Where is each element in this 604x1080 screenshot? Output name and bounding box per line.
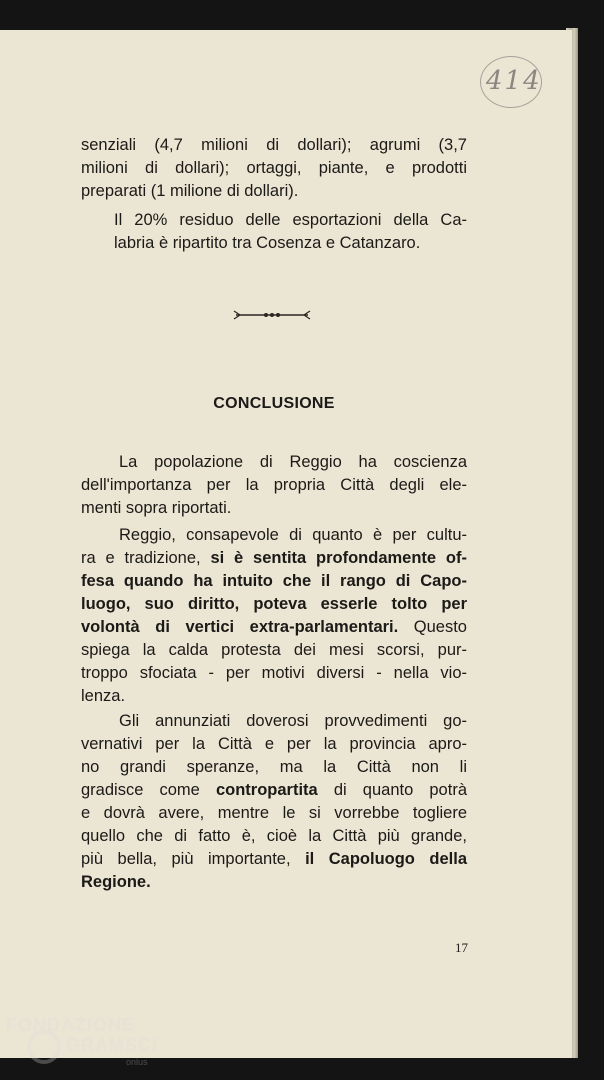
text-line: milioni di dollari); ortaggi, piante, e prodotti: [81, 159, 467, 177]
text-line: senziali (4,7 milioni di dollari); agrumi (3,7: [81, 136, 467, 154]
paragraph-2: [81, 524, 467, 708]
paragraph-3: [81, 710, 467, 894]
bold-run: il Capoluogo della: [305, 850, 467, 868]
text-line: dell'importanza per la propria Città degli ele-: [81, 476, 467, 494]
page-number: 17: [455, 940, 468, 955]
text-line: e dovrà avere, mentre le si vorrebbe togliere: [81, 804, 467, 822]
document-page: [0, 30, 572, 1058]
text-line: labria è ripartito tra Cosenza e Catanzaro.: [114, 234, 421, 252]
section-heading: CONCLUSIONE: [213, 395, 335, 412]
text-line: Il 20% residuo delle esportazioni della Ca-: [114, 211, 467, 229]
handwritten-number-text: 414: [486, 66, 542, 96]
watermark-line-2: GRAMSCI: [66, 1035, 158, 1055]
bold-run: volontà di vertici extra-parlamentari.: [81, 618, 399, 636]
text-line: menti sopra riportati.: [81, 499, 232, 517]
text-line: quello che di fatto è, cioè la Città più grande,: [81, 827, 467, 845]
watermark-line-3: onlus: [126, 1057, 148, 1067]
text-line: Gli annunziati doverosi provvedimenti go-: [119, 712, 467, 730]
text-line: vernativi per la Città e per la provincia apro-: [81, 735, 467, 753]
text-line: no grandi speranze, ma la Città non li: [81, 758, 467, 776]
text-line: La popolazione di Reggio ha coscienza: [119, 453, 467, 471]
text-line: preparati (1 milione di dollari).: [81, 182, 299, 200]
text-line: [81, 547, 467, 570]
text-run: ra e tradizione,: [81, 549, 211, 567]
ornament-divider: [232, 309, 312, 321]
text-line: [81, 848, 467, 871]
text-run: di quanto potrà: [317, 781, 467, 799]
text-line: spiega la calda protesta dei mesi scorsi, pur-: [81, 641, 467, 659]
text-line: [81, 616, 467, 639]
text-line: troppo sfociata - per motivi diversi - nella vio-: [81, 664, 467, 682]
text-line: luogo, suo diritto, poteva esserle tolto per: [81, 595, 467, 613]
paragraph-1: [81, 451, 467, 520]
text-run: gradisce come: [81, 781, 216, 799]
text-line: lenza.: [81, 687, 126, 705]
text-line: fesa quando ha intuito che il rango di Capo-: [81, 572, 467, 590]
bold-run: si è sentita profondamente of-: [210, 549, 467, 567]
text-line: Regione.: [81, 873, 151, 891]
text-run: Questo: [398, 618, 467, 636]
text-line: [81, 779, 467, 802]
bold-run: contropartita: [215, 781, 318, 799]
text-line: Reggio, consapevole di quanto è per cultu-: [119, 526, 467, 544]
watermark-line-1: FONDAZIONE: [6, 1015, 135, 1035]
intro-paragraph: [81, 134, 467, 255]
archive-watermark: [4, 1015, 164, 1075]
handwritten-page-number: [480, 56, 540, 106]
text-run: più bella, più importante,: [81, 850, 306, 868]
